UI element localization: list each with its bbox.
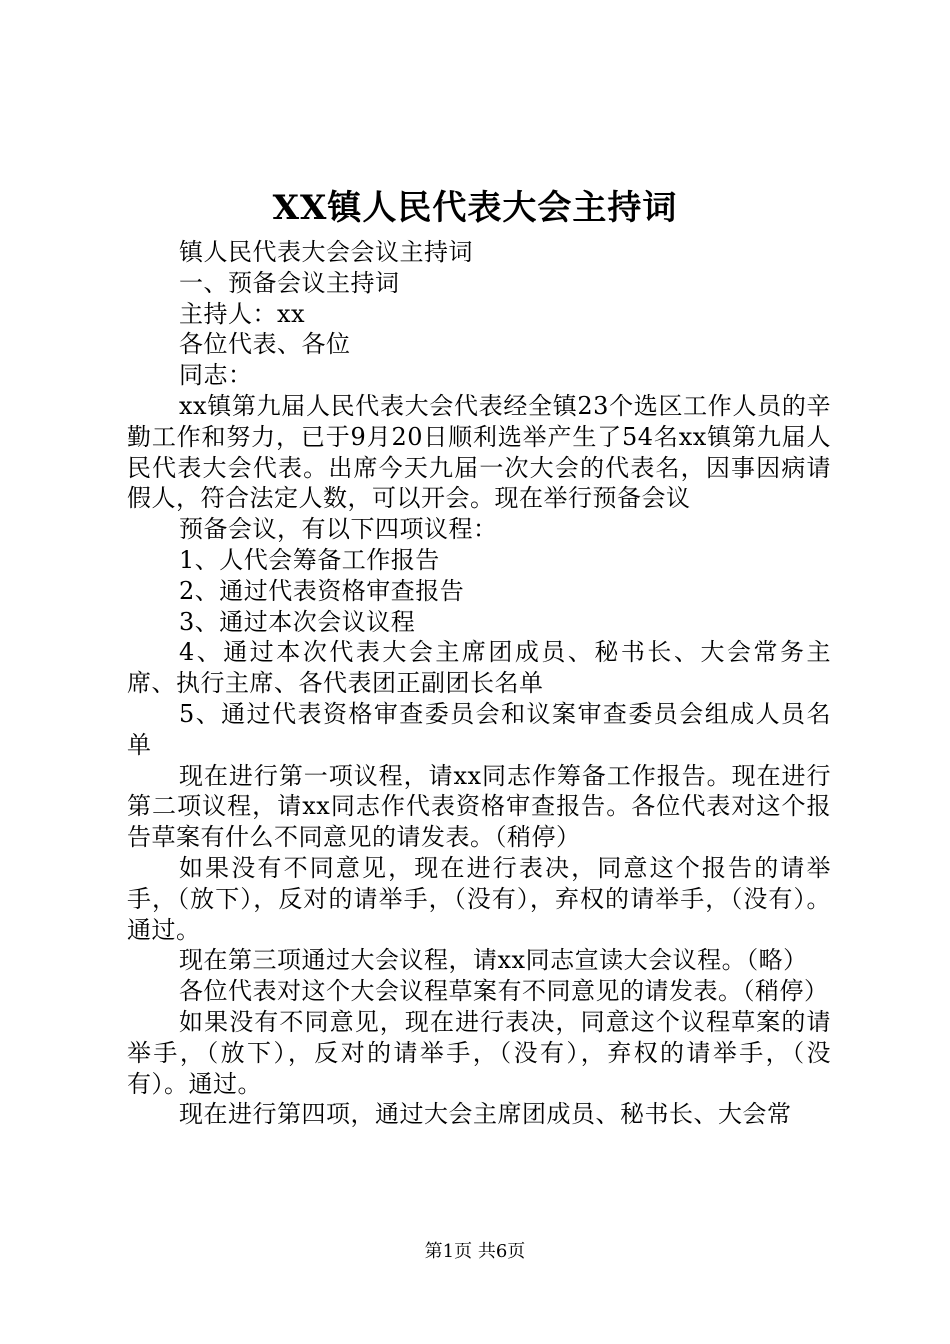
paragraph: 各位代表对这个大会议程草案有不同意见的请发表。（稍停） [179, 977, 829, 1006]
paragraph: 各位代表、各位 [179, 330, 351, 359]
paragraph: 预备会议，有以下四项议程： [179, 515, 498, 544]
paragraph: 同志： [179, 361, 253, 390]
paragraph: xx镇第九届人民代表大会代表经全镇23个选区工作人员的辛勤工作和努力，已于9月20日顺利选举产生了54名xx镇第九届人民代表大会代表。出席今天九届一次大会的代表名，因事因病请假人，符合法定人数，可以开会。现在举行预备会议 [127, 391, 831, 513]
document-body [127, 237, 831, 1130]
document-title: XX镇人民代表大会主持词 [272, 188, 678, 228]
paragraph: 现在进行第四项，通过大会主席团成员、秘书长、大会常 [179, 1100, 792, 1129]
paragraph: 5、通过代表资格审查委员会和议案审查委员会组成人员名单 [127, 699, 831, 759]
paragraph: 镇人民代表大会会议主持词 [179, 238, 473, 266]
paragraph: 现在第三项通过大会议程，请xx同志宣读大会议程。（略） [179, 946, 808, 975]
paragraph: 3、通过本次会议议程 [179, 607, 416, 636]
paragraph: 如果没有不同意见，现在进行表决，同意这个议程草案的请举手，（放下），反对的请举手，（没有），弃权的请举手，（没有）。通过。 [127, 1007, 831, 1098]
paragraph: 主持人：xx [179, 299, 306, 328]
paragraph: 如果没有不同意见，现在进行表决，同意这个报告的请举手，（放下），反对的请举手，（没有），弃权的请举手，（没有）。通过。 [127, 853, 831, 944]
paragraph: 4、通过本次代表大会主席团成员、秘书长、大会常务主席、执行主席、各代表团正副团长名单 [127, 638, 831, 698]
page-number: 第1页 共6页 [424, 1241, 526, 1262]
paragraph: 一、预备会议主持词 [179, 268, 400, 297]
paragraph: 1、人代会筹备工作报告 [179, 545, 440, 574]
paragraph: 现在进行第一项议程，请xx同志作筹备工作报告。现在进行第二项议程，请xx同志作代表资格审查报告。各位代表对这个报告草案有什么不同意见的请发表。（稍停） [127, 761, 831, 852]
paragraph: 2、通过代表资格审查报告 [179, 576, 465, 605]
